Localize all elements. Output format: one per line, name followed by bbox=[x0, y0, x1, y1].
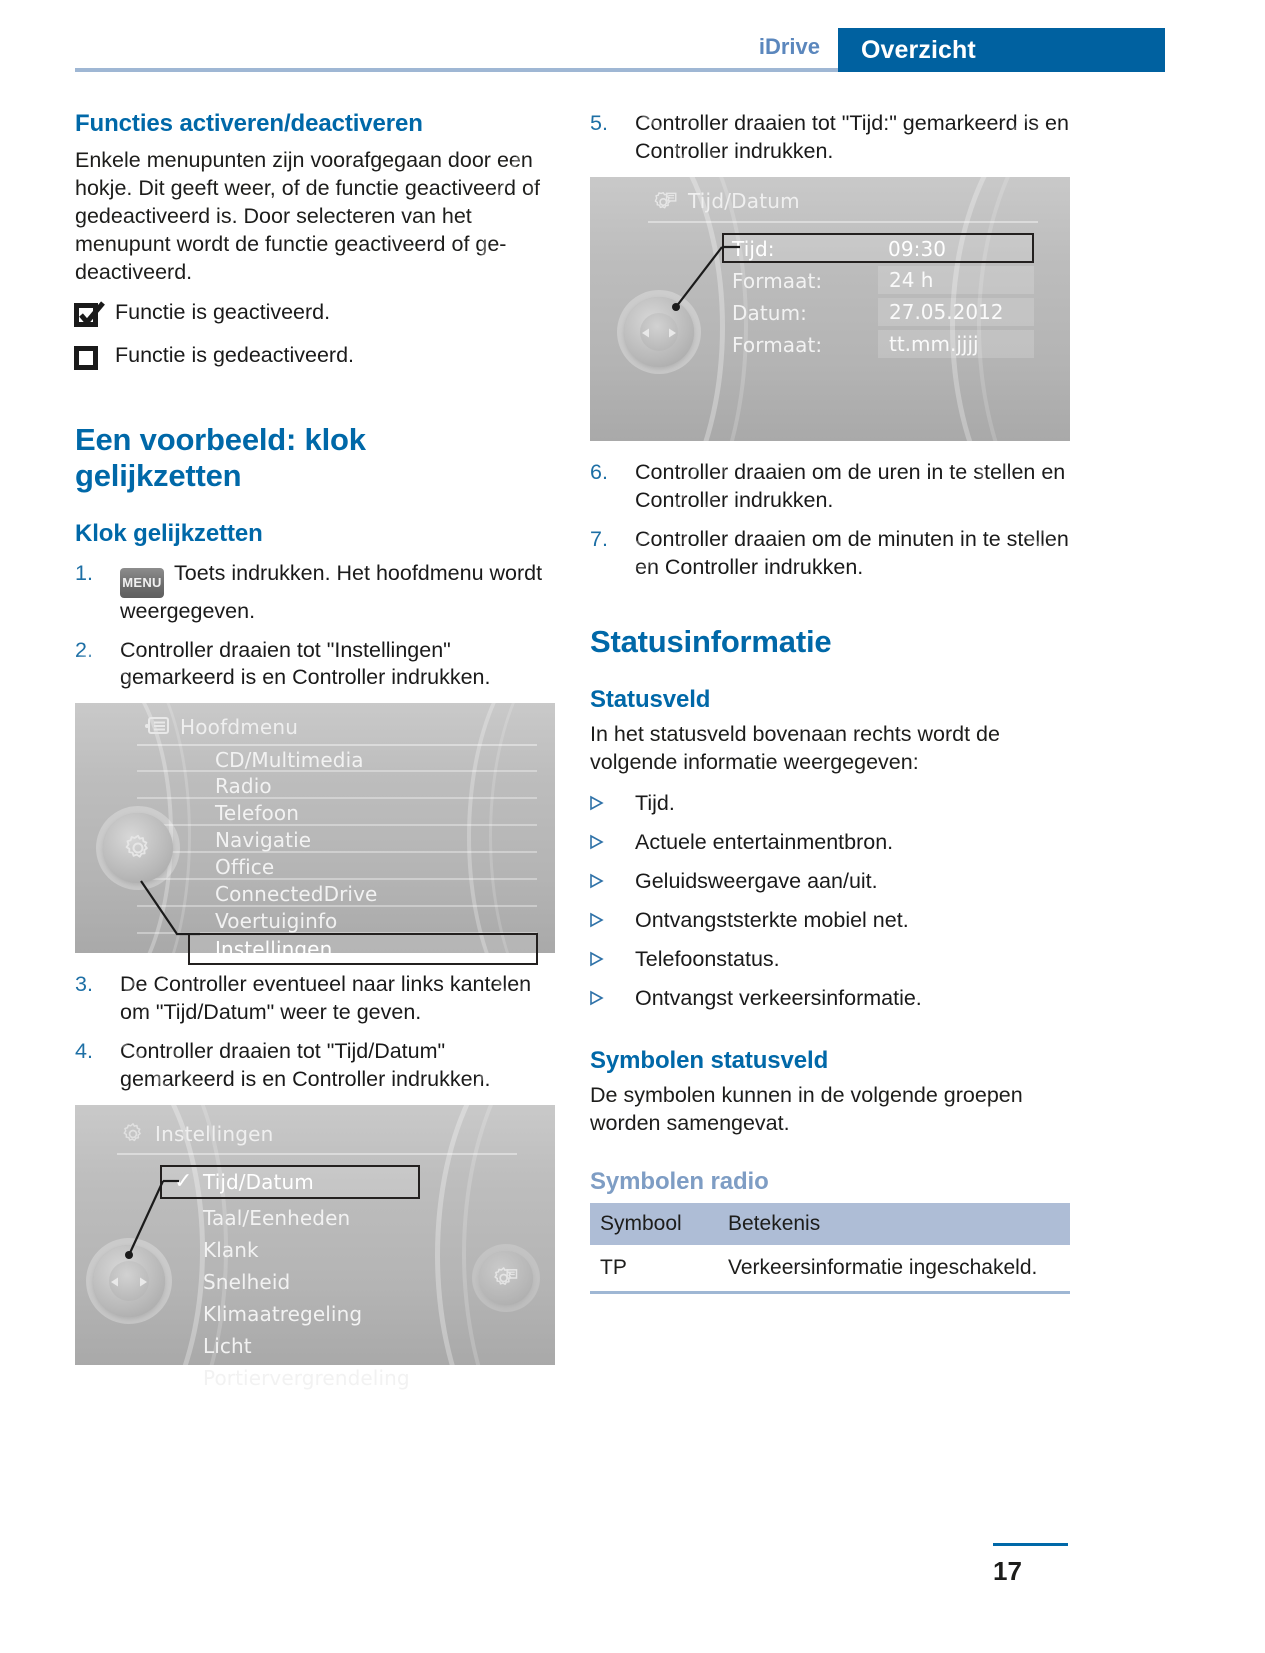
step-2-text: Controller draaien tot "Instellingen" gemarkeerd is en Controller indrukken. bbox=[120, 637, 491, 690]
triangle-bullet-icon bbox=[590, 985, 635, 1010]
step-6-number: 6. bbox=[590, 459, 608, 484]
bullet-label-entertainmentbron: Actuele entertainmentbron. bbox=[635, 830, 894, 855]
table-row bbox=[590, 1245, 1070, 1293]
menu-item-navigatie[interactable]: Navigatie bbox=[215, 828, 312, 853]
heading-statusveld: Statusveld bbox=[590, 685, 711, 713]
screenshot-title-divider bbox=[648, 221, 1038, 223]
legend-label-deactivated: Functie is gedeactiveerd. bbox=[115, 342, 355, 367]
field-value-formaat-datum[interactable]: tt.mm.jjjj bbox=[878, 330, 1034, 358]
step-2-number: 2. bbox=[75, 637, 93, 662]
menu-button-icon[interactable]: MENU bbox=[120, 568, 164, 598]
table-header-betekenis: Betekenis bbox=[718, 1203, 1070, 1245]
heading-functies-activeren: Functies activeren/deactiveren bbox=[75, 110, 423, 137]
step-3-text: De Controller eventueel naar links kantelen om "Tijd/Datum" weer te geven. bbox=[120, 972, 532, 1025]
step-3-number: 3. bbox=[75, 972, 93, 997]
settings-item-snelheid[interactable]: Snelheid bbox=[203, 1270, 291, 1295]
row-divider bbox=[137, 824, 537, 826]
header-section-tab: Overzicht bbox=[838, 28, 1165, 72]
right-column bbox=[590, 110, 1070, 1294]
step-6-text: Controller draaien om de uren in te stellen en Controller indrukken. bbox=[635, 459, 1066, 512]
legend-row-activated bbox=[75, 299, 555, 333]
paragraph-statusveld: In het statusveld bovenaan rechts wordt de volgende informatie weergegeven: bbox=[590, 721, 1000, 774]
settings-item-portiervergrendeling[interactable]: Portiervergrendeling bbox=[203, 1366, 410, 1391]
list-icon bbox=[145, 715, 171, 737]
screenshot-title-divider bbox=[137, 744, 537, 746]
settings-item-tijd-datum[interactable]: Tijd/Datum bbox=[203, 1170, 314, 1195]
check-icon: ✓ bbox=[174, 1169, 193, 1195]
field-label-tijd: Tijd: bbox=[732, 236, 775, 261]
step-2 bbox=[75, 637, 555, 693]
table-header-symbool: Symbool bbox=[590, 1203, 718, 1245]
step-1 bbox=[75, 560, 555, 626]
table-header-row bbox=[590, 1203, 1070, 1245]
menu-item-telefoon[interactable]: Telefoon bbox=[215, 801, 299, 826]
step-4-number: 4. bbox=[75, 1039, 93, 1064]
step-5-text: Controller draaien tot "Tijd:" gemarkeerd is en Controller indrukken. bbox=[635, 111, 1069, 163]
field-value-datum[interactable]: 27.05.2012 bbox=[878, 298, 1034, 326]
gear-badge-icon bbox=[652, 189, 680, 215]
triangle-bullet-icon bbox=[590, 907, 635, 932]
gear-icon bbox=[120, 1121, 146, 1147]
row-divider bbox=[137, 797, 537, 799]
screenshot-instellingen bbox=[75, 1105, 555, 1391]
triangle-bullet-icon bbox=[590, 868, 635, 893]
page-header bbox=[0, 0, 1165, 72]
legend-row-deactivated bbox=[75, 342, 555, 376]
bullet-tijd bbox=[590, 790, 1070, 818]
header-chapter-label: iDrive bbox=[758, 34, 820, 59]
bullet-label-tijd: Tijd. bbox=[635, 791, 675, 816]
step-1-label: Toets indrukken. Het hoofdmenu wordt weergegeven. bbox=[120, 560, 543, 623]
bullet-label-telefoonstatus: Telefoonstatus. bbox=[635, 947, 780, 972]
heading-klok-gelijkzetten: Klok gelijkzetten bbox=[75, 519, 263, 547]
field-label-datum: Datum: bbox=[732, 300, 807, 325]
step-5-number: 5. bbox=[590, 111, 608, 135]
page-number: 17 bbox=[993, 1556, 1022, 1586]
checked-checkbox-icon bbox=[75, 299, 115, 333]
symbolen-radio-table bbox=[590, 1203, 1070, 1294]
screenshot-instellingen-title: Instellingen bbox=[155, 1122, 274, 1147]
triangle-bullet-icon bbox=[590, 790, 635, 815]
heading-een-voorbeeld: Een voorbeeld: klok gelijkzetten bbox=[75, 421, 366, 493]
screenshot-hoofdmenu bbox=[75, 703, 555, 962]
menu-item-office[interactable]: Office bbox=[215, 855, 275, 880]
decor-arc-left bbox=[0, 1035, 205, 1465]
step-4-text: Controller draaien tot "Tijd/Datum" gemarkeerd is en Controller indrukken. bbox=[120, 1039, 491, 1092]
row-divider bbox=[137, 851, 537, 853]
step-1-text bbox=[120, 560, 555, 626]
step-6 bbox=[590, 459, 1070, 515]
left-right-rocker-icon bbox=[99, 1273, 159, 1291]
left-column bbox=[75, 110, 555, 1391]
bullet-geluidsweergave bbox=[590, 868, 1070, 896]
settings-item-klimaatregeling[interactable]: Klimaatregeling bbox=[203, 1302, 363, 1327]
table-cell-betekenis-tp: Verkeersinformatie ingeschakeld. bbox=[718, 1245, 1070, 1293]
legend-label-activated: Functie is geactiveerd. bbox=[115, 299, 331, 324]
menu-item-radio[interactable]: Radio bbox=[215, 774, 272, 799]
bullet-entertainmentbron bbox=[590, 829, 1070, 857]
step-3 bbox=[75, 971, 555, 1027]
step-7-number: 7. bbox=[590, 526, 608, 551]
header-rule bbox=[75, 68, 838, 72]
gear-badge-icon bbox=[492, 1264, 520, 1292]
screenshot-hoofdmenu-title: Hoofdmenu bbox=[180, 715, 299, 740]
menu-item-voertuiginfo[interactable]: Voertuiginfo bbox=[215, 909, 338, 934]
triangle-bullet-icon bbox=[590, 946, 635, 971]
field-label-formaat-datum: Formaat: bbox=[732, 332, 823, 357]
step-4 bbox=[75, 1038, 555, 1094]
row-divider bbox=[137, 878, 537, 880]
menu-item-connecteddrive[interactable]: ConnectedDrive bbox=[215, 882, 378, 907]
footer-rule bbox=[993, 1543, 1068, 1546]
bullet-label-geluidsweergave: Geluidsweergave aan/uit. bbox=[635, 869, 878, 894]
settings-item-licht[interactable]: Licht bbox=[203, 1334, 252, 1359]
bullet-verkeersinformatie bbox=[590, 985, 1070, 1013]
paragraph-symbolen-statusveld: De symbolen kunnen in de volgende groepen worden samengevat. bbox=[590, 1083, 1023, 1136]
bullet-label-verkeersinformatie: Ontvangst verkeersinformatie. bbox=[635, 986, 922, 1011]
menu-item-instellingen[interactable]: Instellingen bbox=[215, 937, 333, 962]
step-7-text: Controller draaien om de minuten in te stellen en Controller indrukken. bbox=[635, 526, 1069, 579]
field-value-formaat-tijd[interactable]: 24 h bbox=[878, 266, 1034, 294]
heading-symbolen-statusveld: Symbolen statusveld bbox=[590, 1047, 829, 1075]
field-label-formaat-tijd: Formaat: bbox=[732, 268, 823, 293]
step-5 bbox=[590, 110, 1070, 166]
settings-item-klank[interactable]: Klank bbox=[203, 1238, 259, 1263]
table-cell-symbool-tp: TP bbox=[590, 1245, 718, 1293]
heading-statusinformatie: Statusinformatie bbox=[590, 623, 832, 659]
bullet-ontvangststerkte bbox=[590, 907, 1070, 935]
menu-item-cd-multimedia[interactable]: CD/Multimedia bbox=[215, 748, 364, 773]
paragraph-functies: Enkele menupunten zijn voorafgegaan door een hokje. Dit geeft weer, of de functie geactiveerd of gedeactiveerd is. Door selecteren van het menupunt wordt de functie geactiveerd of ge-deactiveerd. bbox=[75, 148, 540, 284]
unchecked-checkbox-icon bbox=[75, 342, 115, 376]
left-right-rocker-icon bbox=[630, 324, 688, 342]
bullet-telefoonstatus bbox=[590, 946, 1070, 974]
step-7 bbox=[590, 526, 1070, 582]
heading-symbolen-radio: Symbolen radio bbox=[590, 1167, 769, 1195]
step-1-number: 1. bbox=[75, 560, 93, 585]
screenshot-tijd-datum bbox=[590, 177, 1070, 441]
field-value-tijd[interactable]: 09:30 bbox=[888, 236, 947, 261]
bullet-label-ontvangststerkte: Ontvangststerkte mobiel net. bbox=[635, 908, 909, 933]
triangle-bullet-icon bbox=[590, 829, 635, 854]
settings-item-taal-eenheden[interactable]: Taal/Eenheden bbox=[203, 1206, 351, 1231]
screenshot-title-divider bbox=[117, 1153, 517, 1155]
screenshot-tijddatum-title: Tijd/Datum bbox=[688, 188, 800, 213]
gear-icon bbox=[123, 833, 153, 863]
